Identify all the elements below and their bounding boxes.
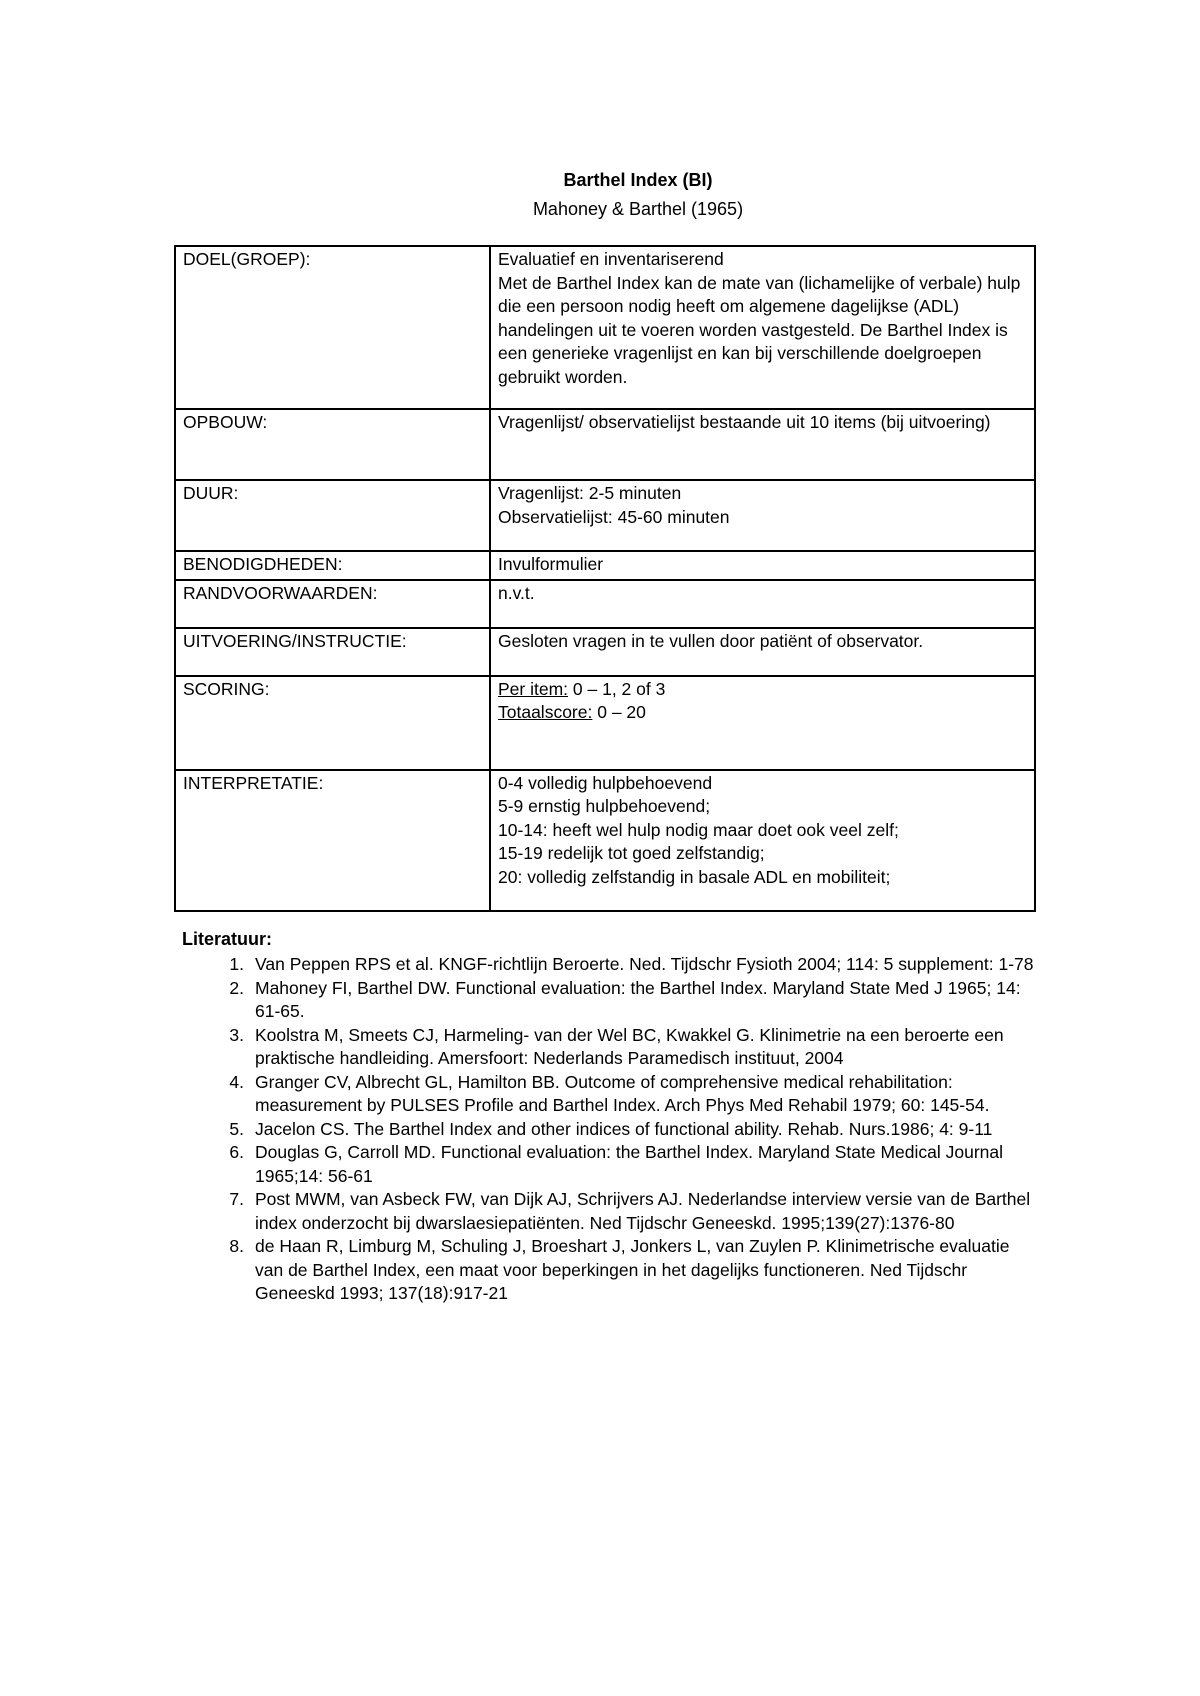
- row-value: Gesloten vragen in te vullen door patiënt of observator.: [490, 628, 1035, 676]
- reference-item: [218, 1118, 1038, 1142]
- reference-text: Douglas G, Carroll MD. Functional evaluation: the Barthel Index. Maryland State Medical Journal 1965;14: 56-61: [255, 1142, 1004, 1186]
- info-table: [174, 245, 1036, 912]
- interpretation-line: 0-4 volledig hulpbehoevend: [498, 772, 713, 793]
- reference-text: Granger CV, Albrecht GL, Hamilton BB. Outcome of comprehensive medical rehabilitation: measurement by PULSES Profile and Barthel Index. Arch Phys Med Rehabil 1979; 60: 145-54.: [255, 1071, 990, 1115]
- per-item-label: Per item:: [498, 678, 569, 699]
- reference-item: [218, 1188, 1038, 1235]
- reference-number: 3.: [229, 1024, 244, 1045]
- row-value-line: Vragenlijst: 2-5 minuten: [498, 483, 682, 503]
- interpretation-line: 15-19 redelijk tot goed zelfstandig;: [498, 843, 765, 863]
- reference-number: 1.: [229, 954, 244, 974]
- scoring-total: [498, 701, 1028, 725]
- reference-text: Jacelon CS. The Barthel Index and other indices of functional ability. Rehab. Nurs.1986; 4: 9-11: [255, 1118, 993, 1139]
- row-value: n.v.t.: [490, 580, 1035, 628]
- reference-number: 5.: [229, 1118, 244, 1139]
- reference-item: [218, 1024, 1038, 1071]
- reference-number: 8.: [229, 1236, 244, 1256]
- total-score-value: 0 – 20: [592, 702, 646, 722]
- row-doel: [175, 246, 1035, 409]
- row-value: [490, 246, 1035, 409]
- row-label: DUUR:: [175, 480, 490, 551]
- reference-item: [218, 1071, 1038, 1118]
- row-value: [490, 480, 1035, 551]
- per-item-value: 0 – 1, 2 of 3: [568, 678, 666, 699]
- interpretation-line: 20: volledig zelfstandig in basale ADL en mobiliteit;: [498, 866, 891, 887]
- row-opbouw: [175, 409, 1035, 480]
- row-value-line: Observatielijst: 45-60 minuten: [498, 506, 730, 527]
- row-randvoorwaarden: [175, 580, 1035, 628]
- reference-text: Koolstra M, Smeets CJ, Harmeling- van der Wel BC, Kwakkel G. Klinimetrie na een beroerte een praktische handleiding. Amersfoort: Nederlands Paramedisch instituut, 2004: [255, 1024, 1004, 1068]
- reference-text: Mahoney FI, Barthel DW. Functional evaluation: the Barthel Index. Maryland State Med J 1965; 14: 61-65.: [255, 977, 1021, 1021]
- reference-item: [218, 953, 1038, 977]
- reference-number: 2.: [229, 977, 244, 998]
- literature-heading: Literatuur:: [182, 929, 272, 949]
- reference-text: Post MWM, van Asbeck FW, van Dijk AJ, Schrijvers AJ. Nederlandse interview versie van de Barthel index onderzocht bij dwarslaesiepatiënten. Ned Tijdschr Geneeskd. 1995;139(27):1376-80: [255, 1189, 1031, 1233]
- row-benodigdheden: [175, 551, 1035, 580]
- row-value-line: Evaluatief en inventariserend: [498, 249, 724, 269]
- reference-item: [218, 1141, 1038, 1188]
- reference-number: 7.: [229, 1189, 244, 1209]
- reference-number: 4.: [229, 1071, 244, 1092]
- row-value: Vragenlijst/ observatielijst bestaande uit 10 items (bij uitvoering): [490, 409, 1035, 480]
- row-duur: [175, 480, 1035, 551]
- row-label: UITVOERING/INSTRUCTIE:: [175, 628, 490, 676]
- row-scoring: [175, 676, 1035, 770]
- row-label: OPBOUW:: [175, 409, 490, 480]
- total-score-label: Totaalscore:: [498, 702, 593, 722]
- reference-item: [218, 1235, 1038, 1306]
- interpretation-line: 10-14: heeft wel hulp nodig maar doet ook veel zelf;: [498, 819, 899, 840]
- row-label: SCORING:: [175, 676, 490, 770]
- row-value: [490, 676, 1035, 770]
- row-value: Invulformulier: [490, 551, 1035, 580]
- row-label: DOEL(GROEP):: [175, 246, 490, 409]
- document-title: Barthel Index (BI): [563, 170, 713, 190]
- row-interpretatie: [175, 770, 1035, 911]
- reference-item: [218, 977, 1038, 1024]
- row-label: INTERPRETATIE:: [175, 770, 490, 911]
- document-subtitle: Mahoney & Barthel (1965): [532, 199, 744, 219]
- reference-number: 6.: [229, 1142, 244, 1162]
- interpretation-line: 5-9 ernstig hulpbehoevend;: [498, 796, 711, 816]
- row-value: [490, 770, 1035, 911]
- reference-text: de Haan R, Limburg M, Schuling J, Broeshart J, Jonkers L, van Zuylen P. Klinimetrische evaluatie van de Barthel Index, een maat voor beperkingen in het dagelijks functioneren. Ned Tijdschr Geneeskd 1993; 137(18):917-21: [255, 1236, 1010, 1303]
- row-label: RANDVOORWAARDEN:: [175, 580, 490, 628]
- scoring-per-item: [498, 678, 1028, 702]
- reference-text: Van Peppen RPS et al. KNGF-richtlijn Beroerte. Ned. Tijdschr Fysioth 2004; 114: 5 supplement: 1-78: [255, 954, 1034, 974]
- row-uitvoering: [175, 628, 1035, 676]
- reference-list: [218, 953, 1038, 1306]
- row-label: BENODIGDHEDEN:: [175, 551, 490, 580]
- row-value-line: Met de Barthel Index kan de mate van (lichamelijke of verbale) hulp die een persoon nodig heeft om algemene dagelijkse (ADL) handelingen uit te voeren worden vastgesteld. De Barthel Index is een generieke vragenlijst en kan bij verschillende doelgroepen gebruikt worden.: [498, 272, 1021, 387]
